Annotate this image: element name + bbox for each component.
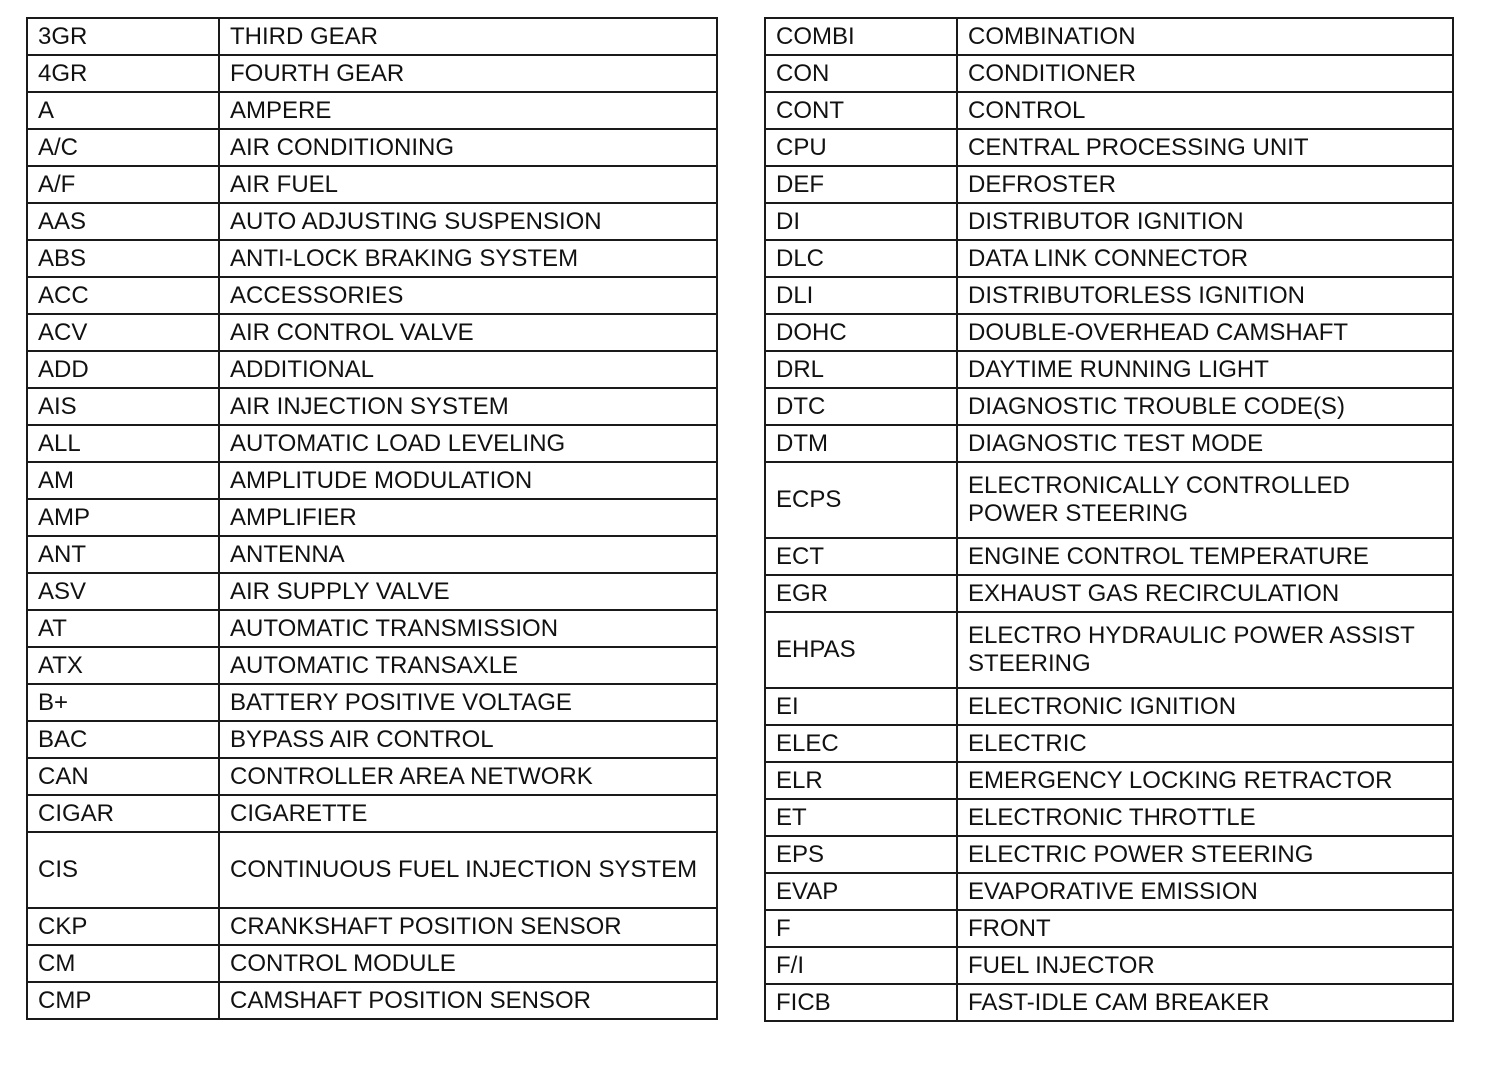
- abbreviation-row: [765, 873, 1453, 910]
- abbreviation-cell: ALL: [27, 425, 219, 462]
- abbreviation-cell: ECPS: [765, 462, 957, 538]
- definition-cell: EMERGENCY LOCKING RETRACTOR: [957, 762, 1453, 799]
- abbreviation-cell: FICB: [765, 984, 957, 1021]
- abbreviation-row: [765, 836, 1453, 873]
- abbreviation-row: [27, 55, 717, 92]
- definition-cell: AUTOMATIC TRANSAXLE: [219, 647, 717, 684]
- abbreviation-row: [27, 462, 717, 499]
- abbreviation-cell: CKP: [27, 908, 219, 945]
- abbreviation-table-left: [26, 17, 718, 1020]
- abbreviation-row: [765, 799, 1453, 836]
- definition-cell: CONDITIONER: [957, 55, 1453, 92]
- definition-cell: ELECTRIC POWER STEERING: [957, 836, 1453, 873]
- abbreviation-cell: COMBI: [765, 18, 957, 55]
- abbreviation-row: [765, 129, 1453, 166]
- definition-cell: EVAPORATIVE EMISSION: [957, 873, 1453, 910]
- abbreviation-row: [765, 575, 1453, 612]
- abbreviation-row: [765, 947, 1453, 984]
- definition-cell: BATTERY POSITIVE VOLTAGE: [219, 684, 717, 721]
- definition-cell: DOUBLE-OVERHEAD CAMSHAFT: [957, 314, 1453, 351]
- definition-cell: CRANKSHAFT POSITION SENSOR: [219, 908, 717, 945]
- abbreviation-row: [765, 910, 1453, 947]
- definition-cell: AIR SUPPLY VALVE: [219, 573, 717, 610]
- definition-cell: AUTO ADJUSTING SUSPENSION: [219, 203, 717, 240]
- abbreviation-rows-left: [27, 18, 717, 1019]
- abbreviation-row: [765, 688, 1453, 725]
- definition-cell: AMPLIFIER: [219, 499, 717, 536]
- abbreviation-cell: CON: [765, 55, 957, 92]
- abbreviation-cell: 4GR: [27, 55, 219, 92]
- definition-cell: EXHAUST GAS RECIRCULATION: [957, 575, 1453, 612]
- definition-cell: DAYTIME RUNNING LIGHT: [957, 351, 1453, 388]
- abbreviation-row: [27, 240, 717, 277]
- abbreviation-cell: DTC: [765, 388, 957, 425]
- abbreviation-row: [765, 166, 1453, 203]
- abbreviation-cell: EHPAS: [765, 612, 957, 688]
- abbreviation-row: [765, 351, 1453, 388]
- abbreviation-row: [27, 758, 717, 795]
- definition-cell: DIAGNOSTIC TROUBLE CODE(S): [957, 388, 1453, 425]
- abbreviation-cell: ANT: [27, 536, 219, 573]
- abbreviation-row: [765, 425, 1453, 462]
- definition-cell: DEFROSTER: [957, 166, 1453, 203]
- abbreviation-cell: A: [27, 92, 219, 129]
- abbreviation-row: [765, 984, 1453, 1021]
- abbreviation-row: [27, 684, 717, 721]
- abbreviation-row: [27, 536, 717, 573]
- abbreviation-cell: ASV: [27, 573, 219, 610]
- abbreviation-cell: ECT: [765, 538, 957, 575]
- definition-cell: AIR FUEL: [219, 166, 717, 203]
- abbreviation-cell: B+: [27, 684, 219, 721]
- abbreviation-row: [27, 499, 717, 536]
- abbreviation-cell: F: [765, 910, 957, 947]
- abbreviation-cell: EVAP: [765, 873, 957, 910]
- abbreviation-cell: CAN: [27, 758, 219, 795]
- definition-cell: FUEL INJECTOR: [957, 947, 1453, 984]
- abbreviation-cell: DI: [765, 203, 957, 240]
- abbreviation-row: [765, 762, 1453, 799]
- abbreviation-cell: BAC: [27, 721, 219, 758]
- abbreviation-cell: A/F: [27, 166, 219, 203]
- abbreviation-row: [27, 647, 717, 684]
- definition-cell: CENTRAL PROCESSING UNIT: [957, 129, 1453, 166]
- abbreviation-row: [27, 129, 717, 166]
- abbreviation-cell: CIGAR: [27, 795, 219, 832]
- abbreviation-cell: AMP: [27, 499, 219, 536]
- definition-cell: AUTOMATIC TRANSMISSION: [219, 610, 717, 647]
- definition-cell: ADDITIONAL: [219, 351, 717, 388]
- definition-cell: DISTRIBUTOR IGNITION: [957, 203, 1453, 240]
- abbreviation-cell: ATX: [27, 647, 219, 684]
- definition-cell: ANTENNA: [219, 536, 717, 573]
- abbreviation-cell: DTM: [765, 425, 957, 462]
- abbreviation-row: [27, 314, 717, 351]
- definition-cell: ACCESSORIES: [219, 277, 717, 314]
- abbreviation-cell: ET: [765, 799, 957, 836]
- definition-cell: ELECTRIC: [957, 725, 1453, 762]
- definition-cell: ELECTRONICALLY CONTROLLED POWER STEERING: [957, 462, 1453, 538]
- abbreviation-cell: 3GR: [27, 18, 219, 55]
- definition-cell: ENGINE CONTROL TEMPERATURE: [957, 538, 1453, 575]
- abbreviation-cell: CM: [27, 945, 219, 982]
- abbreviation-row: [765, 55, 1453, 92]
- definition-cell: DISTRIBUTORLESS IGNITION: [957, 277, 1453, 314]
- definition-cell: AMPERE: [219, 92, 717, 129]
- abbreviation-cell: ACC: [27, 277, 219, 314]
- abbreviation-row: [765, 240, 1453, 277]
- abbreviation-cell: CPU: [765, 129, 957, 166]
- definition-cell: AIR CONTROL VALVE: [219, 314, 717, 351]
- abbreviation-cell: ACV: [27, 314, 219, 351]
- abbreviation-row: [27, 388, 717, 425]
- definition-cell: CONTROL MODULE: [219, 945, 717, 982]
- definition-cell: CAMSHAFT POSITION SENSOR: [219, 982, 717, 1019]
- definition-cell: AUTOMATIC LOAD LEVELING: [219, 425, 717, 462]
- abbreviation-row: [27, 721, 717, 758]
- abbreviation-cell: ELR: [765, 762, 957, 799]
- abbreviation-row: [765, 725, 1453, 762]
- abbreviation-cell: DRL: [765, 351, 957, 388]
- abbreviation-cell: ABS: [27, 240, 219, 277]
- definition-cell: ELECTRONIC THROTTLE: [957, 799, 1453, 836]
- abbreviation-row: [27, 610, 717, 647]
- abbreviation-row: [27, 203, 717, 240]
- abbreviation-row: [765, 612, 1453, 688]
- abbreviation-cell: AAS: [27, 203, 219, 240]
- abbreviation-cell: AIS: [27, 388, 219, 425]
- abbreviation-row: [27, 277, 717, 314]
- definition-cell: ELECTRO HYDRAULIC POWER ASSIST STEERING: [957, 612, 1453, 688]
- abbreviation-row: [765, 314, 1453, 351]
- definition-cell: FOURTH GEAR: [219, 55, 717, 92]
- definition-cell: DIAGNOSTIC TEST MODE: [957, 425, 1453, 462]
- definition-cell: CONTINUOUS FUEL INJECTION SYSTEM: [219, 832, 717, 908]
- abbreviation-row: [27, 351, 717, 388]
- abbreviation-row: [27, 795, 717, 832]
- definition-cell: BYPASS AIR CONTROL: [219, 721, 717, 758]
- abbreviation-row: [27, 832, 717, 908]
- definition-cell: CIGARETTE: [219, 795, 717, 832]
- abbreviation-row: [765, 203, 1453, 240]
- abbreviation-row: [765, 462, 1453, 538]
- abbreviation-cell: CONT: [765, 92, 957, 129]
- abbreviation-cell: EGR: [765, 575, 957, 612]
- definition-cell: CONTROLLER AREA NETWORK: [219, 758, 717, 795]
- abbreviation-cell: DEF: [765, 166, 957, 203]
- definition-cell: CONTROL: [957, 92, 1453, 129]
- abbreviation-cell: DLC: [765, 240, 957, 277]
- abbreviation-cell: ADD: [27, 351, 219, 388]
- abbreviation-row: [765, 538, 1453, 575]
- abbreviation-row: [27, 166, 717, 203]
- abbreviation-cell: EPS: [765, 836, 957, 873]
- abbreviation-row: [27, 982, 717, 1019]
- definition-cell: ANTI-LOCK BRAKING SYSTEM: [219, 240, 717, 277]
- abbreviation-cell: ELEC: [765, 725, 957, 762]
- definition-cell: ELECTRONIC IGNITION: [957, 688, 1453, 725]
- definition-cell: AIR INJECTION SYSTEM: [219, 388, 717, 425]
- abbreviation-table-right: [764, 17, 1454, 1022]
- definition-cell: THIRD GEAR: [219, 18, 717, 55]
- definition-cell: FAST-IDLE CAM BREAKER: [957, 984, 1453, 1021]
- abbreviation-cell: AT: [27, 610, 219, 647]
- abbreviation-rows-right: [765, 18, 1453, 1021]
- abbreviation-cell: CIS: [27, 832, 219, 908]
- abbreviation-row: [27, 92, 717, 129]
- abbreviation-row: [765, 92, 1453, 129]
- abbreviation-row: [765, 388, 1453, 425]
- abbreviation-row: [27, 908, 717, 945]
- definition-cell: DATA LINK CONNECTOR: [957, 240, 1453, 277]
- abbreviation-row: [27, 425, 717, 462]
- definition-cell: AIR CONDITIONING: [219, 129, 717, 166]
- abbreviation-cell: DLI: [765, 277, 957, 314]
- definition-cell: COMBINATION: [957, 18, 1453, 55]
- abbreviation-cell: AM: [27, 462, 219, 499]
- abbreviation-row: [27, 18, 717, 55]
- abbreviation-row: [27, 945, 717, 982]
- definition-cell: AMPLITUDE MODULATION: [219, 462, 717, 499]
- abbreviation-cell: EI: [765, 688, 957, 725]
- abbreviation-row: [27, 573, 717, 610]
- abbreviation-cell: DOHC: [765, 314, 957, 351]
- abbreviation-cell: F/I: [765, 947, 957, 984]
- abbreviation-cell: A/C: [27, 129, 219, 166]
- abbreviation-cell: CMP: [27, 982, 219, 1019]
- abbreviation-row: [765, 18, 1453, 55]
- definition-cell: FRONT: [957, 910, 1453, 947]
- abbreviation-row: [765, 277, 1453, 314]
